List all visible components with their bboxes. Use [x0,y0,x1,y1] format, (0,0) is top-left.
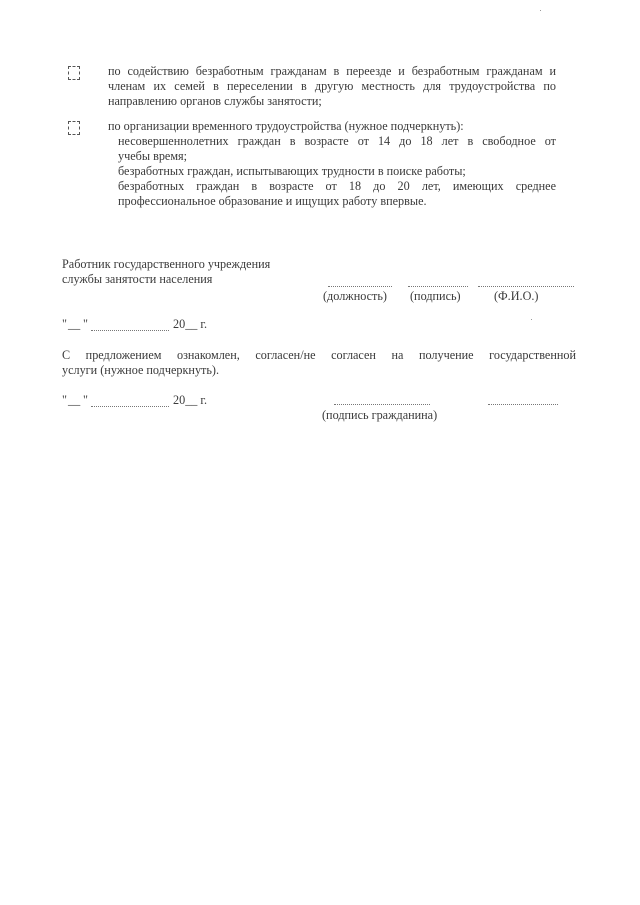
date1-day-blank: __ [68,317,81,331]
consent-line-1: С предложением ознакомлен, согласен/не согласен на получение государственной [62,348,576,362]
option-temporary-title: по организации временного трудоустройства (нужное подчеркнуть): [108,119,464,133]
date1-month-line[interactable] [91,330,169,331]
position-signature-line[interactable] [328,286,392,287]
citizen-signature-line[interactable] [334,404,430,405]
option-temporary-sub-2: учебы время; [118,149,188,163]
name-signature-line[interactable] [478,286,574,287]
signature-line[interactable] [408,286,468,287]
caption-position: (должность) [323,289,387,303]
scan-speck [540,10,541,11]
citizen-name-line[interactable] [488,404,558,405]
date2-quote-open: " [62,393,67,407]
date2-year: 20__ г. [173,393,208,407]
date1-quote-close: " [83,317,88,331]
scan-speck [531,319,532,320]
date2-month-line[interactable] [91,406,169,407]
option-checkbox-temporary-employment[interactable] [68,121,80,135]
option-temporary-sub-4: безработных граждан в возрасте от 18 до 20 лет, имеющих среднее [118,179,556,193]
citizen-signature-caption: (подпись гражданина) [322,408,438,422]
option-relocation-line-3: направлению органов службы занятости; [108,94,322,108]
date2-quote-close: " [83,393,88,407]
date1-year: 20__ г. [173,317,208,331]
option-relocation-line-1: по содействию безработным гражданам в переезде и безработным гражданам и [108,64,556,78]
option-temporary-sub-1: несовершеннолетних граждан в возрасте от 14 до 18 лет в свободное от [118,134,556,148]
date1-quote-open: " [62,317,67,331]
option-checkbox-relocation[interactable] [68,66,80,80]
date2-day-blank: __ [68,393,81,407]
consent-line-2: услуги (нужное подчеркнуть). [62,363,220,377]
worker-label-line-2: службы занятости населения [62,272,213,286]
worker-label-line-1: Работник государственного учреждения [62,257,271,271]
caption-name: (Ф.И.О.) [494,289,539,303]
option-temporary-sub-5: профессиональное образование и ищущих работу впервые. [118,194,427,208]
option-temporary-sub-3: безработных граждан, испытывающих трудности в поиске работы; [118,164,466,178]
option-relocation-line-2: членам их семей в переселении в другую местность для трудоустройства по [108,79,556,93]
caption-signature: (подпись) [410,289,461,303]
